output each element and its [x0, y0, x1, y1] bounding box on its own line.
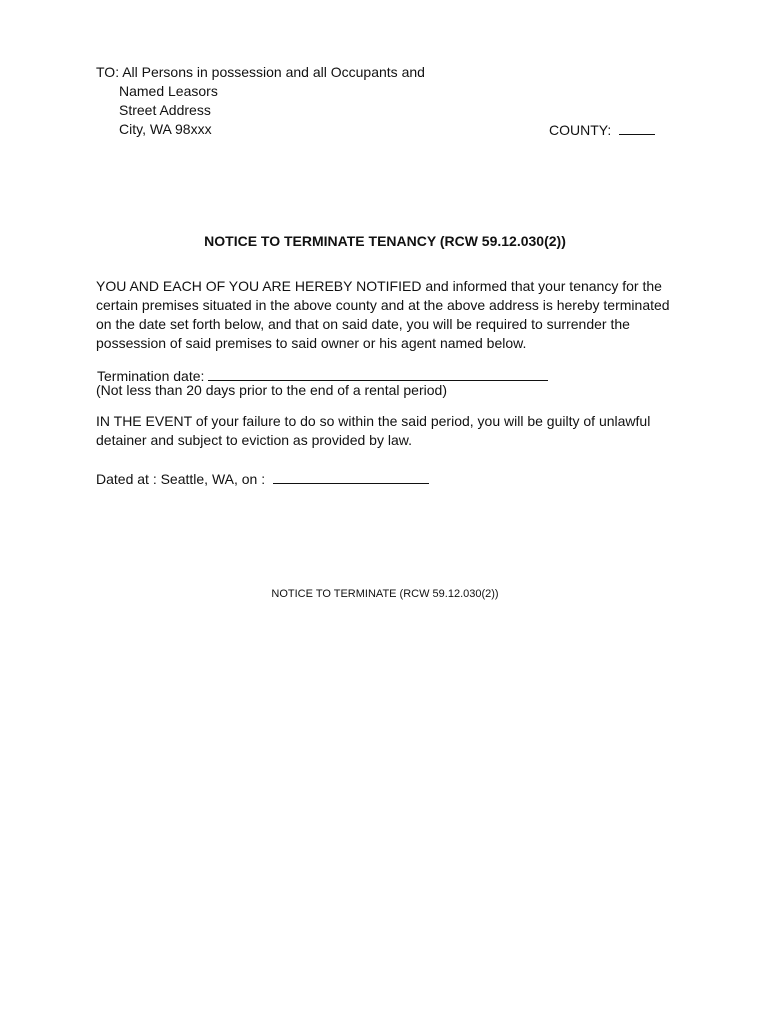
- termination-date-note: (Not less than 20 days prior to the end of a rental period): [96, 382, 447, 398]
- county-label: COUNTY:: [549, 122, 612, 138]
- termination-date-blank[interactable]: [208, 366, 548, 381]
- dated-blank[interactable]: [273, 469, 429, 484]
- recipient-city-line: City, WA 98xxx: [119, 121, 212, 137]
- document-title: NOTICE TO TERMINATE TENANCY (RCW 59.12.030(2)): [204, 233, 566, 249]
- dated-field: [96, 469, 429, 489]
- notice-paragraph: YOU AND EACH OF YOU ARE HEREBY NOTIFIED and informed that your tenancy for the certain premises situated in the above county and at the above address is hereby terminated on the date set forth below, and that on said date, you will be required to surrender the possession of said premises to said owner or his agent named below.: [96, 278, 670, 351]
- county-blank[interactable]: [619, 120, 655, 135]
- termination-date-label: Termination date:: [97, 368, 205, 384]
- dated-label: Dated at : Seattle, WA, on :: [96, 471, 266, 487]
- recipient-to-line: TO: All Persons in possession and all Occupants and: [96, 64, 425, 80]
- recipient-name-line: Named Leasors: [119, 83, 218, 99]
- recipient-street-line: Street Address: [119, 102, 211, 118]
- eviction-paragraph: IN THE EVENT of your failure to do so within the said period, you will be guilty of unlawful detainer and subject to eviction as provided by law.: [96, 413, 651, 448]
- county-field: [549, 120, 655, 140]
- page-footer: NOTICE TO TERMINATE (RCW 59.12.030(2)): [271, 588, 499, 600]
